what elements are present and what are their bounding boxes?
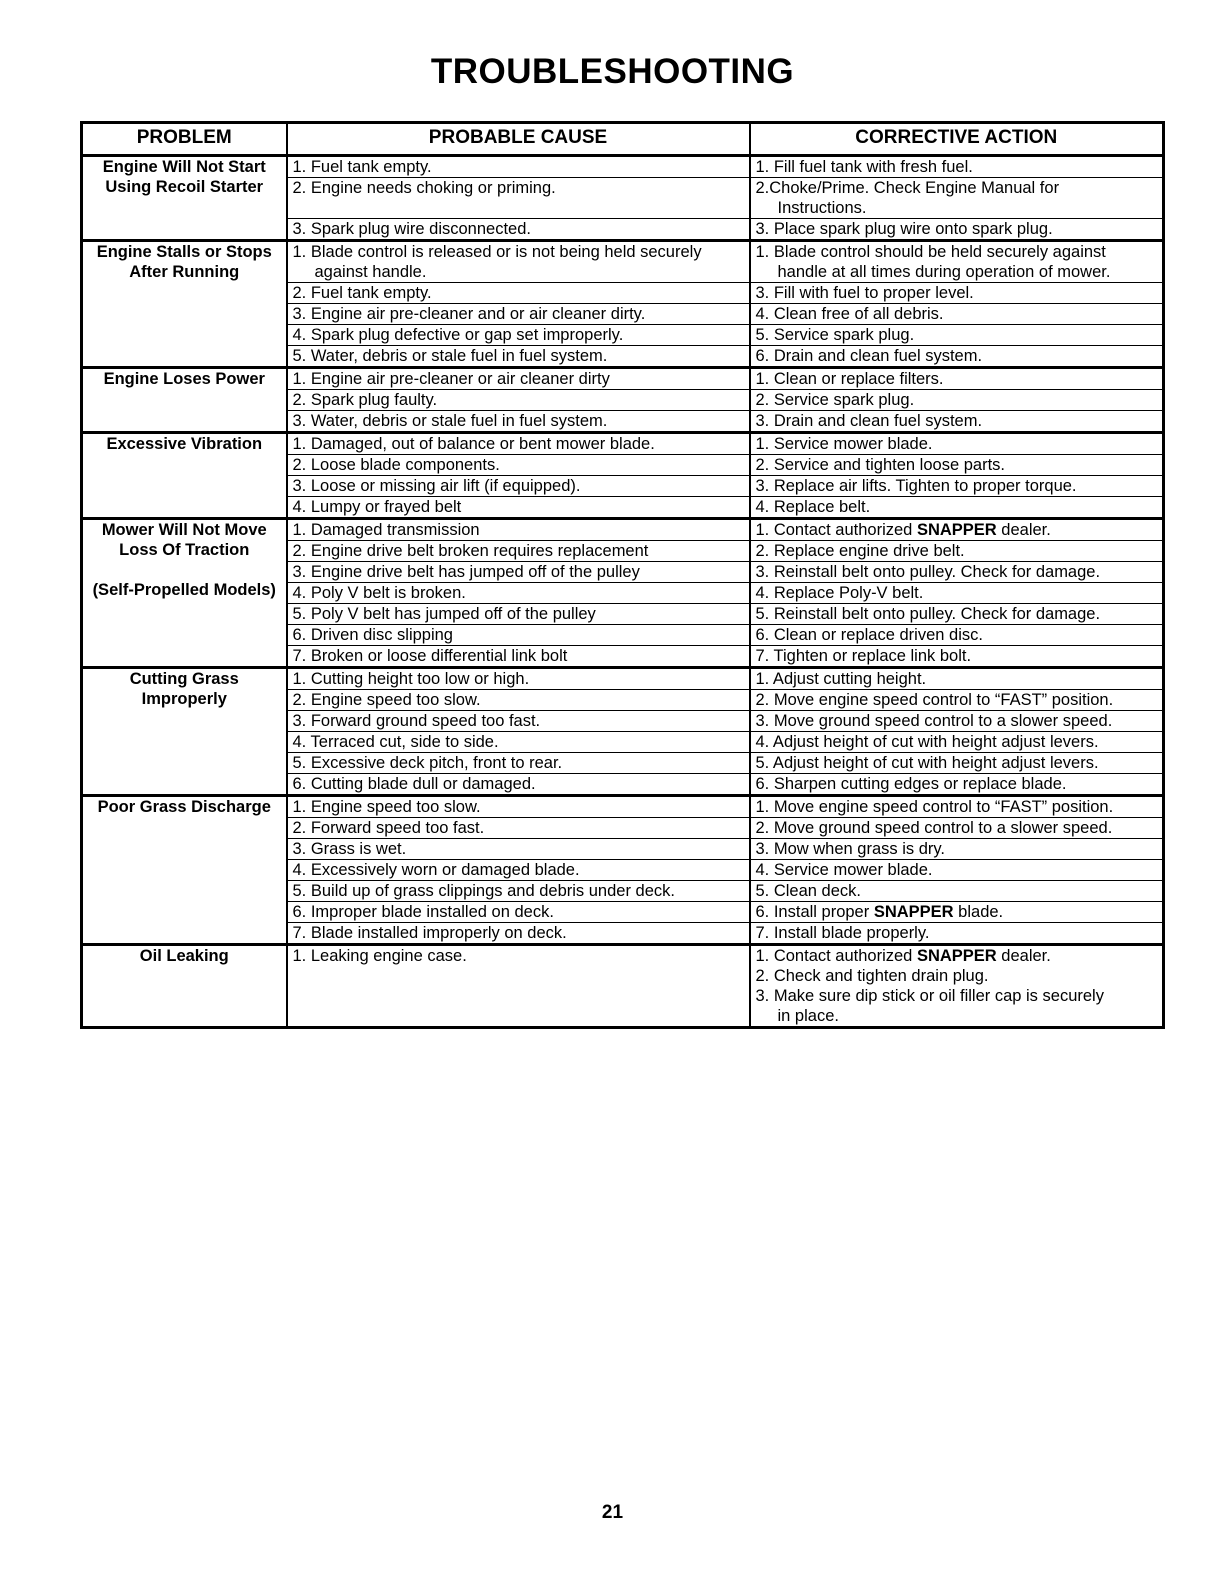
probable-cause-cell xyxy=(287,497,750,519)
problem-label: Excessive Vibration xyxy=(106,435,263,453)
cause-text: 1. Blade control is released or is not being held securely xyxy=(292,243,702,261)
probable-cause-cell xyxy=(287,433,750,455)
cause-text: 4. Spark plug defective or gap set improperly. xyxy=(292,326,624,344)
corrective-action-cell xyxy=(750,411,1164,433)
action-text: 6. Install proper xyxy=(755,903,874,921)
corrective-action-cell xyxy=(750,839,1164,860)
cause-text: 5. Poly V belt has jumped off of the pulley xyxy=(292,605,596,623)
corrective-action-cell xyxy=(750,519,1164,541)
action-text: in place. xyxy=(777,1007,839,1025)
header-corrective-action: CORRECTIVE ACTION xyxy=(750,123,1164,156)
table-row xyxy=(82,368,1164,390)
corrective-action-cell xyxy=(750,304,1164,325)
action-text: 5. Reinstall belt onto pulley. Check for damage. xyxy=(755,605,1101,623)
cause-text: 3. Grass is wet. xyxy=(292,840,407,858)
corrective-action-cell xyxy=(750,860,1164,881)
action-text: 4. Clean free of all debris. xyxy=(755,305,944,323)
cause-text: 4. Lumpy or frayed belt xyxy=(292,498,462,516)
cause-text: 7. Blade installed improperly on deck. xyxy=(292,924,567,942)
probable-cause-cell xyxy=(287,304,750,325)
cause-text: 2. Engine needs choking or priming. xyxy=(292,179,556,197)
action-text: 2. Move engine speed control to “FAST” position. xyxy=(755,691,1114,709)
probable-cause-cell xyxy=(287,711,750,732)
problem-label: Using Recoil Starter xyxy=(105,178,264,196)
action-text: 2. Move ground speed control to a slower speed. xyxy=(755,819,1113,837)
action-text: 3. Replace air lifts. Tighten to proper torque. xyxy=(755,477,1077,495)
cause-text: 1. Damaged, out of balance or bent mower blade. xyxy=(292,435,655,453)
probable-cause-cell xyxy=(287,732,750,753)
cause-text: 1. Fuel tank empty. xyxy=(292,158,432,176)
cause-text: 1. Cutting height too low or high. xyxy=(292,670,530,688)
probable-cause-cell xyxy=(287,476,750,497)
corrective-action-cell xyxy=(750,219,1164,241)
problem-label: After Running xyxy=(129,263,240,281)
action-text: blade. xyxy=(953,903,1004,921)
cause-text: 4. Terraced cut, side to side. xyxy=(292,733,499,751)
cause-text: 4. Excessively worn or damaged blade. xyxy=(292,861,580,879)
action-text: 3. Drain and clean fuel system. xyxy=(755,412,983,430)
problem-cell xyxy=(82,796,287,945)
action-text: 6. Clean or replace driven disc. xyxy=(755,626,983,644)
header-probable-cause: PROBABLE CAUSE xyxy=(287,123,750,156)
cause-text: 3. Forward ground speed too fast. xyxy=(292,712,541,730)
brand-name: SNAPPER xyxy=(916,521,997,539)
probable-cause-cell xyxy=(287,562,750,583)
action-text: 3. Reinstall belt onto pulley. Check for damage. xyxy=(755,563,1101,581)
corrective-action-cell xyxy=(750,690,1164,711)
table-row xyxy=(82,519,1164,541)
cause-text: 1. Leaking engine case. xyxy=(292,947,467,965)
corrective-action-cell xyxy=(750,541,1164,562)
action-text: dealer. xyxy=(996,521,1051,539)
corrective-action-cell xyxy=(750,433,1164,455)
probable-cause-cell xyxy=(287,241,750,283)
corrective-action-cell xyxy=(750,923,1164,945)
cause-text: 3. Engine air pre-cleaner and or air cleaner dirty. xyxy=(292,305,646,323)
problem-label: Oil Leaking xyxy=(139,947,229,965)
corrective-action-cell xyxy=(750,902,1164,923)
corrective-action-cell xyxy=(750,283,1164,304)
probable-cause-cell xyxy=(287,156,750,178)
probable-cause-cell xyxy=(287,753,750,774)
cause-text: 2. Engine speed too slow. xyxy=(292,691,481,709)
action-text: 2. Service spark plug. xyxy=(755,391,915,409)
cause-text: 5. Water, debris or stale fuel in fuel system. xyxy=(292,347,608,365)
probable-cause-cell xyxy=(287,346,750,368)
cause-text: 2. Loose blade components. xyxy=(292,456,500,474)
problem-label: Mower Will Not Move xyxy=(101,521,267,539)
action-text: 1. Move engine speed control to “FAST” position. xyxy=(755,798,1114,816)
brand-name: SNAPPER xyxy=(916,947,997,965)
action-line xyxy=(756,520,1158,540)
problem-label: Loss Of Traction xyxy=(119,541,250,559)
cause-text: against handle. xyxy=(314,263,427,281)
action-text: 7. Tighten or replace link bolt. xyxy=(755,647,972,665)
probable-cause-cell xyxy=(287,178,750,219)
probable-cause-cell xyxy=(287,902,750,923)
corrective-action-cell xyxy=(750,604,1164,625)
corrective-action-cell xyxy=(750,178,1164,219)
table-row xyxy=(82,668,1164,690)
probable-cause-cell xyxy=(287,541,750,562)
action-text: 4. Replace belt. xyxy=(755,498,871,516)
corrective-action-cell xyxy=(750,497,1164,519)
action-text: 2. Check and tighten drain plug. xyxy=(755,967,989,985)
probable-cause-cell xyxy=(287,945,750,1028)
problem-label xyxy=(88,560,281,580)
corrective-action-cell xyxy=(750,796,1164,818)
action-line xyxy=(756,946,1158,966)
cause-text: 2. Fuel tank empty. xyxy=(292,284,432,302)
action-line xyxy=(756,986,1158,1006)
corrective-action-cell xyxy=(750,625,1164,646)
cause-text: 4. Poly V belt is broken. xyxy=(292,584,466,602)
action-text: 1. Contact authorized xyxy=(755,521,917,539)
action-line xyxy=(756,966,1158,986)
corrective-action-cell xyxy=(750,583,1164,604)
problem-label: Engine Will Not Start xyxy=(102,158,266,176)
action-text: 4. Replace Poly-V belt. xyxy=(755,584,924,602)
problem-label: Improperly xyxy=(141,690,227,708)
action-text: 3. Make sure dip stick or oil filler cap is securely xyxy=(755,987,1104,1005)
cause-text: 2. Engine drive belt broken requires replacement xyxy=(292,542,649,560)
table-row xyxy=(82,796,1164,818)
action-text: 5. Adjust height of cut with height adjust levers. xyxy=(755,754,1099,772)
corrective-action-cell xyxy=(750,368,1164,390)
action-text: dealer. xyxy=(996,947,1051,965)
probable-cause-cell xyxy=(287,796,750,818)
table-row xyxy=(82,156,1164,178)
probable-cause-cell xyxy=(287,283,750,304)
corrective-action-cell xyxy=(750,325,1164,346)
probable-cause-cell xyxy=(287,646,750,668)
cause-text: 3. Water, debris or stale fuel in fuel system. xyxy=(292,412,608,430)
action-text: 5. Service spark plug. xyxy=(755,326,915,344)
probable-cause-cell xyxy=(287,923,750,945)
problem-label: Cutting Grass xyxy=(129,670,239,688)
corrective-action-cell xyxy=(750,711,1164,732)
probable-cause-cell xyxy=(287,690,750,711)
table-row xyxy=(82,241,1164,283)
cause-text: 1. Engine speed too slow. xyxy=(292,798,481,816)
probable-cause-cell xyxy=(287,860,750,881)
cause-text: 1. Damaged transmission xyxy=(292,521,480,539)
table-row xyxy=(82,433,1164,455)
action-text: 2.Choke/Prime. Check Engine Manual for xyxy=(755,179,1060,197)
cause-text: 5. Excessive deck pitch, front to rear. xyxy=(292,754,563,772)
brand-name: SNAPPER xyxy=(873,903,954,921)
corrective-action-cell xyxy=(750,881,1164,902)
action-text: 1. Contact authorized xyxy=(755,947,917,965)
probable-cause-cell xyxy=(287,325,750,346)
probable-cause-cell xyxy=(287,818,750,839)
cause-text: 7. Broken or loose differential link bolt xyxy=(292,647,568,665)
problem-cell xyxy=(82,668,287,796)
cause-text: 5. Build up of grass clippings and debris under deck. xyxy=(292,882,675,900)
probable-cause-cell xyxy=(287,411,750,433)
header-problem: PROBLEM xyxy=(82,123,287,156)
action-text: 3. Place spark plug wire onto spark plug. xyxy=(755,220,1053,238)
cause-text: 6. Improper blade installed on deck. xyxy=(292,903,554,921)
action-text: 1. Fill fuel tank with fresh fuel. xyxy=(755,158,973,176)
table-body xyxy=(82,156,1164,1028)
action-text: 3. Fill with fuel to proper level. xyxy=(755,284,974,302)
probable-cause-cell xyxy=(287,519,750,541)
action-text: 5. Clean deck. xyxy=(755,882,861,900)
cause-text: 3. Spark plug wire disconnected. xyxy=(292,220,531,238)
probable-cause-cell xyxy=(287,219,750,241)
action-line xyxy=(756,1006,1158,1026)
page-title: TROUBLESHOOTING xyxy=(430,52,795,91)
probable-cause-cell xyxy=(287,390,750,411)
action-text: 6. Sharpen cutting edges or replace blade. xyxy=(755,775,1067,793)
probable-cause-cell xyxy=(287,668,750,690)
action-text: 7. Install blade properly. xyxy=(755,924,930,942)
probable-cause-cell xyxy=(287,368,750,390)
table-header-row xyxy=(82,123,1164,156)
corrective-action-cell xyxy=(750,818,1164,839)
action-text: 2. Replace engine drive belt. xyxy=(755,542,965,560)
cause-text: 1. Engine air pre-cleaner or air cleaner dirty xyxy=(292,370,610,388)
problem-cell xyxy=(82,945,287,1028)
action-text: Instructions. xyxy=(777,199,867,217)
probable-cause-cell xyxy=(287,839,750,860)
corrective-action-cell xyxy=(750,476,1164,497)
page-number: 21 xyxy=(601,1502,624,1523)
probable-cause-cell xyxy=(287,774,750,796)
action-text: 3. Move ground speed control to a slower speed. xyxy=(755,712,1113,730)
cause-text: 3. Loose or missing air lift (if equipped). xyxy=(292,477,581,495)
probable-cause-cell xyxy=(287,604,750,625)
action-text: 1. Adjust cutting height. xyxy=(755,670,927,688)
troubleshooting-table xyxy=(80,121,1165,1029)
cause-text: 3. Engine drive belt has jumped off of the pulley xyxy=(292,563,640,581)
cause-text: 6. Cutting blade dull or damaged. xyxy=(292,775,536,793)
corrective-action-cell xyxy=(750,753,1164,774)
corrective-action-cell xyxy=(750,562,1164,583)
corrective-action-cell xyxy=(750,156,1164,178)
problem-cell xyxy=(82,519,287,668)
problem-label: (Self-Propelled Models) xyxy=(92,581,276,599)
action-text: 6. Drain and clean fuel system. xyxy=(755,347,983,365)
cause-text: 2. Forward speed too fast. xyxy=(292,819,485,837)
action-text: 2. Service and tighten loose parts. xyxy=(755,456,1005,474)
corrective-action-cell xyxy=(750,455,1164,476)
corrective-action-cell xyxy=(750,390,1164,411)
action-text: 1. Blade control should be held securely against xyxy=(755,243,1106,261)
action-text: 1. Service mower blade. xyxy=(755,435,933,453)
problem-label: Poor Grass Discharge xyxy=(97,798,271,816)
probable-cause-cell xyxy=(287,583,750,604)
corrective-action-cell xyxy=(750,241,1164,283)
corrective-action-cell xyxy=(750,646,1164,668)
action-line xyxy=(756,902,1158,922)
problem-label: Engine Loses Power xyxy=(103,370,265,388)
cause-text: 2. Spark plug faulty. xyxy=(292,391,438,409)
probable-cause-cell xyxy=(287,881,750,902)
corrective-action-cell xyxy=(750,774,1164,796)
problem-cell xyxy=(82,368,287,433)
corrective-action-cell xyxy=(750,945,1164,1028)
problem-cell xyxy=(82,156,287,241)
action-text: 4. Adjust height of cut with height adjust levers. xyxy=(755,733,1099,751)
probable-cause-cell xyxy=(287,625,750,646)
action-text: 1. Clean or replace filters. xyxy=(755,370,944,388)
corrective-action-cell xyxy=(750,668,1164,690)
probable-cause-cell xyxy=(287,455,750,476)
problem-label: Engine Stalls or Stops xyxy=(96,243,272,261)
table-row xyxy=(82,945,1164,1028)
action-text: handle at all times during operation of mower. xyxy=(777,263,1111,281)
action-text: 4. Service mower blade. xyxy=(755,861,933,879)
cause-text: 6. Driven disc slipping xyxy=(292,626,453,644)
action-text: 3. Mow when grass is dry. xyxy=(755,840,946,858)
problem-cell xyxy=(82,241,287,368)
problem-cell xyxy=(82,433,287,519)
corrective-action-cell xyxy=(750,732,1164,753)
corrective-action-cell xyxy=(750,346,1164,368)
